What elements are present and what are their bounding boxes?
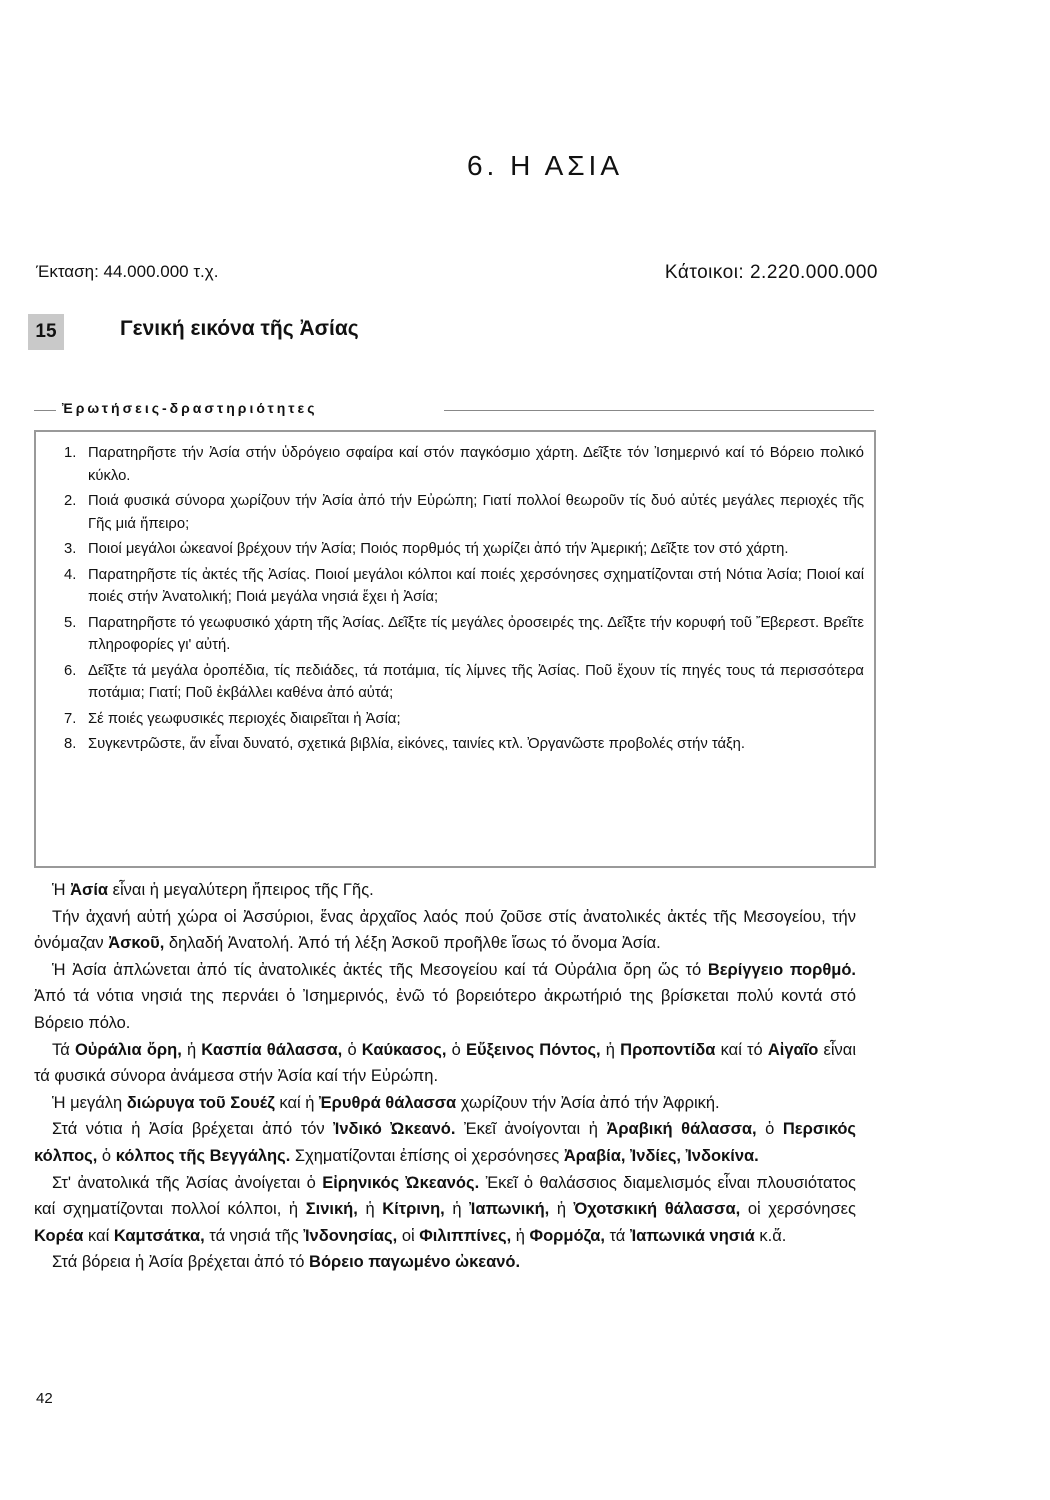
- text-run: ὁ: [97, 1146, 116, 1165]
- bold-term: Ἀσκοῦ,: [108, 934, 165, 953]
- bold-term: Ἀσία: [70, 881, 109, 899]
- bold-term: Ἐρυθρά θάλασσα: [319, 1093, 457, 1112]
- question-text: Συγκεντρῶστε, ἄν εἶναι δυνατό, σχετικά βιβλία, εἰκόνες, ταινίες κτλ. Ὀργανῶστε προβολές στήν τάξη.: [88, 736, 746, 752]
- text-run: Στά νότια ἡ Ἀσία βρέχεται ἀπό τόν: [52, 1120, 334, 1139]
- body-paragraph: [34, 957, 856, 1037]
- box-top-rule-right: [444, 410, 874, 411]
- question-text: Παρατηρῆστε τήν Ἀσία στήν ὑδρόγειο σφαίρα καί στόν παγκόσμιο χάρτη. Δεῖξτε τόν Ἰσημερινό καί τό Βόρειο πολικό κύκλο.: [88, 445, 864, 484]
- population-stat: Κάτοικοι: 2.220.000.000: [664, 262, 878, 283]
- question-item: [64, 660, 864, 705]
- bold-term: Ἰαπωνικά νησιά: [629, 1226, 755, 1245]
- question-number: 2.: [64, 493, 77, 509]
- text-run: ἡ: [549, 1200, 574, 1219]
- bold-term: Εἰρηνικός Ὠκεανός.: [322, 1173, 480, 1192]
- body-paragraph: [34, 1170, 856, 1250]
- text-run: Ἡ Ἀσία ἁπλώνεται ἀπό τίς ἀνατολικές ἀκτές τῆς Μεσογείου καί τά Οὐράλια ὄρη ὥς τό: [52, 960, 708, 979]
- text-run: κ.ἄ.: [754, 1226, 787, 1245]
- bold-term: διώρυγα τοῦ Σουέζ: [126, 1093, 275, 1112]
- bold-term: Προποντίδα: [620, 1040, 716, 1059]
- question-number: 4.: [64, 566, 77, 583]
- text-run: Σχηματίζονται ἐπίσης οἱ χερσόνησες: [290, 1146, 564, 1165]
- area-stat: Έκταση: 44.000.000 τ.χ.: [36, 262, 219, 281]
- question-text: Ποιά φυσικά σύνορα χωρίζουν τήν Ἀσία ἀπό τήν Εὐρώπη; Γιατί πολλοί θεωροῦν τίς δυό αὐτές μεγάλες περιοχές τῆς Γῆς μιά ἤπειρο;: [88, 493, 864, 532]
- text-run: ὁ: [342, 1040, 362, 1059]
- question-number: 8.: [64, 736, 77, 752]
- bold-term: Κορέα: [34, 1226, 84, 1245]
- text-run: Στά βόρεια ἡ Ἀσία βρέχεται ἀπό τό: [52, 1253, 310, 1272]
- text-run: ἡ: [444, 1200, 470, 1219]
- text-run: Ἀπό τά νότια νησιά της περνάει ὁ Ἰσημερινός, ἐνῶ τό βορειότερο ἀκρωτήριό της βρίσκεται πολύ κοντά στό Βόρειο πόλο.: [34, 987, 856, 1032]
- bold-term: Οὐράλια ὄρη,: [74, 1040, 182, 1059]
- text-run: Στ' ἀνατολικά τῆς Ἀσίας ἀνοίγεται ὁ: [52, 1173, 323, 1192]
- question-text: Παρατηρῆστε τίς ἀκτές τῆς Ἀσίας. Ποιοί μεγάλοι κόλποι καί ποιές χερσόνησες σχηματίζονται στή Νότια Ἀσία; Ποιοί καί ποιές στήν Ἀνατολική; Ποιά μεγάλα νησιά ἔχει ἡ Ἀσία;: [88, 566, 864, 605]
- bold-term: Ἰνδικό Ὠκεανό.: [333, 1120, 456, 1139]
- question-item: [64, 538, 864, 561]
- text-run: οἱ: [397, 1226, 420, 1245]
- question-number: 1.: [64, 445, 77, 461]
- lesson-title: Γενική εικόνα τῆς Ἀσίας: [120, 317, 359, 340]
- bold-term: Ἀραβία, Ἰνδίες, Ἰνδοκίνα.: [563, 1146, 759, 1165]
- questions-box: [34, 430, 876, 868]
- bold-term: κόλπος τῆς Βεγγάλης.: [115, 1146, 291, 1165]
- text-run: τά: [604, 1226, 630, 1245]
- chapter-title: 6. Η ΑΣΙΑ: [466, 150, 624, 181]
- question-item: [64, 708, 864, 731]
- bold-term: Κασπία θάλασσα,: [201, 1040, 343, 1059]
- body-paragraph: [34, 904, 856, 957]
- text-run: ἡ: [511, 1226, 530, 1245]
- text-run: ἡ: [181, 1040, 202, 1059]
- bold-term: Κίτρινη,: [382, 1200, 445, 1219]
- text-run: τά νησιά τῆς: [204, 1226, 304, 1245]
- bold-term: Περσικός κόλπος,: [34, 1120, 857, 1165]
- question-number: 6.: [64, 662, 77, 679]
- text-run: Ἡ μεγάλη: [52, 1093, 127, 1112]
- text-run: καί τό: [715, 1040, 768, 1059]
- box-top-rule-left: [34, 410, 56, 411]
- questions-box-heading: Ἐρωτήσεις-δραστηριότητες: [62, 400, 318, 416]
- text-run: Τήν ἀχανή αὐτή χώρα οἱ Ἀσσύριοι, ἕνας ἀρχαῖος λαός πού ζοῦσε στίς ἀνατολικές ἀκτές τῆς Μεσογείου, τήν ὀνόμαζαν: [34, 907, 856, 953]
- page-number: 42: [36, 1390, 53, 1407]
- bold-term: Βόρειο παγωμένο ὠκεανό.: [309, 1253, 521, 1272]
- question-item: [64, 612, 864, 657]
- question-item: [64, 564, 864, 609]
- text-run: ἡ: [600, 1040, 621, 1059]
- text-run: ἡ: [357, 1200, 383, 1219]
- bold-term: Καμτσάτκα,: [113, 1226, 205, 1245]
- question-number: 3.: [64, 541, 77, 557]
- bold-term: Καύκασος,: [361, 1040, 447, 1059]
- body-text: [34, 877, 856, 1276]
- text-run: δηλαδή Ἀνατολή. Ἀπό τή λέξη Ἀσκοῦ προῆλθε ἴσως τό ὄνομα Ἀσία.: [164, 934, 661, 953]
- bold-term: Ἀραβική θάλασσα,: [606, 1120, 757, 1139]
- question-text: Σέ ποιές γεωφυσικές περιοχές διαιρεῖται ἡ Ἀσία;: [88, 710, 401, 727]
- body-paragraph: [34, 1116, 856, 1169]
- question-number: 7.: [64, 710, 77, 727]
- body-paragraph: [34, 1249, 856, 1276]
- text-run: εἶναι ἡ μεγαλύτερη ἤπειρος τῆς Γῆς.: [108, 881, 374, 899]
- bold-term: Φιλιππίνες,: [419, 1226, 512, 1245]
- lesson-number-badge: 15: [28, 314, 64, 350]
- bold-term: Ἰαπωνική,: [469, 1200, 550, 1219]
- body-paragraph: [34, 877, 856, 904]
- text-run: Ἐκεῖ ὁ θαλάσσιος διαμελισμός εἶναι πλουσιότατος καί σχηματίζονται πολλοί κόλποι, ἡ: [34, 1173, 857, 1219]
- text-run: ὁ: [756, 1120, 783, 1139]
- bold-term: Φορμόζα,: [529, 1226, 605, 1245]
- text-run: ὁ: [446, 1040, 466, 1059]
- bold-term: Αἰγαῖο: [767, 1040, 819, 1059]
- text-run: Τά: [52, 1040, 75, 1059]
- question-item: [64, 442, 864, 487]
- bold-term: Σινική,: [305, 1200, 358, 1219]
- text-run: Ἐκεῖ ἀνοίγονται ἡ: [455, 1120, 607, 1139]
- bold-term: Ἰνδονησίας,: [303, 1226, 398, 1245]
- bold-term: Βερίγγειο πορθμό.: [707, 960, 857, 979]
- text-run: οἱ χερσόνησες: [740, 1200, 856, 1219]
- question-text: Ποιοί μεγάλοι ὠκεανοί βρέχουν τήν Ἀσία; Ποιός πορθμός τή χωρίζει ἀπό τήν Ἀμερική; Δεῖξτε τον στό χάρτη.: [88, 541, 789, 557]
- text-run: καί: [83, 1226, 114, 1245]
- text-run: εἶναι τά φυσικά σύνορα ἀνάμεσα στήν Ἀσία καί τήν Εὐρώπη.: [34, 1040, 856, 1086]
- text-run: καί ἡ: [274, 1093, 320, 1112]
- text-run: χωρίζουν τήν Ἀσία ἀπό τήν Ἀφρική.: [456, 1093, 720, 1112]
- body-paragraph: [34, 1037, 856, 1090]
- question-number: 5.: [64, 614, 77, 631]
- text-run: Ἡ: [52, 881, 71, 899]
- question-text: Δεῖξτε τά μεγάλα ὀροπέδια, τίς πεδιάδες, τά ποτάμια, τίς λίμνες τῆς Ἀσίας. Ποῦ ἔχουν τίς πηγές τους τά περισσότερα ποτάμια; Γιατί; Ποῦ ἐκβάλλει καθένα ἀπό αὐτά;: [88, 662, 864, 701]
- question-text: Παρατηρῆστε τό γεωφυσικό χάρτη τῆς Ἀσίας. Δεῖξτε τίς μεγάλες ὀροσειρές της. Δεῖξτε τήν κορυφή τοῦ Ἔβερεστ. Βρεῖτε πληροφορίες γι' αὐτή.: [88, 614, 864, 653]
- question-list: [64, 442, 864, 756]
- bold-term: Ὀχοτσκική θάλασσα,: [573, 1200, 741, 1219]
- body-paragraph: [34, 1090, 856, 1117]
- question-item: [64, 490, 864, 535]
- bold-term: Εὔξεινος Πόντος,: [465, 1040, 601, 1059]
- question-item: [64, 733, 864, 756]
